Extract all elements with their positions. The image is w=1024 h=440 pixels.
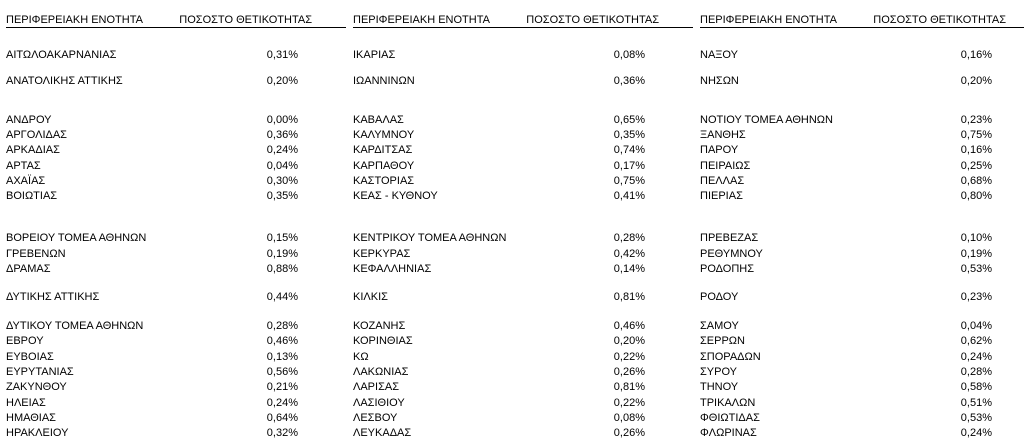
region-name: ΑΝΑΤΟΛΙΚΗΣ ΑΤΤΙΚΗΣ bbox=[6, 75, 123, 87]
positivity-rate: 0,24% bbox=[266, 144, 298, 156]
table-row bbox=[353, 365, 645, 379]
table-row bbox=[700, 231, 992, 245]
table-row bbox=[6, 411, 298, 425]
region-name: ΕΥΡΥΤΑΝΙΑΣ bbox=[6, 366, 74, 378]
positivity-rate: 0,62% bbox=[960, 335, 992, 347]
region-name: ΡΕΘΥΜΝΟΥ bbox=[700, 248, 763, 260]
region-name: ΦΛΩΡΙΝΑΣ bbox=[700, 427, 757, 439]
table-row bbox=[6, 426, 298, 440]
table-row bbox=[700, 189, 992, 203]
region-name: ΙΩΑΝΝΙΝΩΝ bbox=[353, 75, 415, 87]
positivity-rate: 0,68% bbox=[960, 175, 992, 187]
positivity-rate: 0,75% bbox=[613, 175, 645, 187]
positivity-rate: 0,74% bbox=[613, 144, 645, 156]
region-name: ΒΟΡΕΙΟΥ ΤΟΜΕΑ ΑΘΗΝΩΝ bbox=[6, 232, 147, 244]
positivity-rate: 0,53% bbox=[960, 412, 992, 424]
positivity-rate: 0,81% bbox=[613, 291, 645, 303]
positivity-rate: 0,26% bbox=[613, 366, 645, 378]
table-row bbox=[353, 350, 645, 364]
table-row bbox=[700, 174, 992, 188]
table-row bbox=[6, 113, 298, 127]
table-row bbox=[700, 247, 992, 261]
table-row bbox=[353, 319, 645, 333]
region-name: ΞΑΝΘΗΣ bbox=[700, 129, 746, 141]
positivity-rate: 0,36% bbox=[266, 129, 298, 141]
table-row bbox=[353, 411, 645, 425]
region-name: ΣΕΡΡΩΝ bbox=[700, 335, 745, 347]
region-name: ΣΑΜΟΥ bbox=[700, 320, 739, 332]
region-name: ΚΑΒΑΛΑΣ bbox=[353, 114, 404, 126]
positivity-rate: 0,88% bbox=[266, 263, 298, 275]
positivity-rate: 0,58% bbox=[960, 381, 992, 393]
table-row bbox=[353, 128, 645, 142]
table-row bbox=[700, 74, 992, 88]
positivity-rate: 0,81% bbox=[613, 381, 645, 393]
table-row bbox=[6, 189, 298, 203]
table-row bbox=[700, 426, 992, 440]
region-name: ΚΩ bbox=[353, 351, 369, 363]
region-name: ΠΕΛΛΑΣ bbox=[700, 175, 745, 187]
table-row bbox=[700, 262, 992, 276]
positivity-rate: 0,26% bbox=[613, 427, 645, 439]
positivity-rate: 0,56% bbox=[266, 366, 298, 378]
positivity-rate: 0,35% bbox=[613, 129, 645, 141]
positivity-rate: 0,20% bbox=[613, 335, 645, 347]
region-name: ΕΒΡΟΥ bbox=[6, 335, 44, 347]
table-row bbox=[353, 334, 645, 348]
table-row bbox=[353, 290, 645, 304]
positivity-rate: 0,42% bbox=[613, 248, 645, 260]
region-name: ΗΛΕΙΑΣ bbox=[6, 397, 46, 409]
table-column-2 bbox=[353, 0, 693, 439]
table-row bbox=[353, 426, 645, 440]
positivity-rate: 0,35% bbox=[266, 190, 298, 202]
positivity-rate: 0,22% bbox=[613, 351, 645, 363]
region-name: ΠΑΡΟΥ bbox=[700, 144, 739, 156]
positivity-rate: 0,23% bbox=[960, 114, 992, 126]
region-name: ΝΟΤΙΟΥ ΤΟΜΕΑ ΑΘΗΝΩΝ bbox=[700, 114, 833, 126]
table-row bbox=[353, 113, 645, 127]
positivity-rate: 0,14% bbox=[613, 263, 645, 275]
positivity-rate: 0,53% bbox=[960, 263, 992, 275]
region-name: ΤΡΙΚΑΛΩΝ bbox=[700, 397, 756, 409]
positivity-rate: 0,30% bbox=[266, 175, 298, 187]
region-name: ΛΕΥΚΑΔΑΣ bbox=[353, 427, 412, 439]
table-row bbox=[6, 380, 298, 394]
region-name: ΚΕΡΚΥΡΑΣ bbox=[353, 248, 411, 260]
region-name: ΓΡΕΒΕΝΩΝ bbox=[6, 248, 66, 260]
table-row bbox=[353, 159, 645, 173]
region-name: ΠΕΙΡΑΙΩΣ bbox=[700, 160, 751, 172]
region-name: ΛΑΣΙΘΙΟΥ bbox=[353, 397, 405, 409]
region-name: ΒΟΙΩΤΙΑΣ bbox=[6, 190, 58, 202]
positivity-rate: 0,19% bbox=[266, 248, 298, 260]
positivity-rate: 0,16% bbox=[960, 144, 992, 156]
column-header bbox=[700, 13, 1024, 28]
table-row bbox=[700, 319, 992, 333]
positivity-rate: 0,15% bbox=[266, 232, 298, 244]
table-row bbox=[6, 334, 298, 348]
table-row bbox=[700, 143, 992, 157]
table-row bbox=[6, 48, 298, 62]
positivity-rate: 0,44% bbox=[266, 291, 298, 303]
region-name: ΔΡΑΜΑΣ bbox=[6, 263, 51, 275]
positivity-rate: 0,46% bbox=[613, 320, 645, 332]
table-row bbox=[353, 262, 645, 276]
region-name: ΔΥΤΙΚΗΣ ΑΤΤΙΚΗΣ bbox=[6, 291, 100, 303]
table-row bbox=[6, 128, 298, 142]
region-name: ΑΧΑΪΑΣ bbox=[6, 175, 46, 187]
positivity-rate: 0,65% bbox=[613, 114, 645, 126]
region-name: ΠΙΕΡΙΑΣ bbox=[700, 190, 743, 202]
region-name: ΤΗΝΟΥ bbox=[700, 381, 739, 393]
region-name: ΚΑΡΔΙΤΣΑΣ bbox=[353, 144, 413, 156]
positivity-rate: 0,32% bbox=[266, 427, 298, 439]
table-row bbox=[6, 247, 298, 261]
positivity-rate: 0,08% bbox=[613, 412, 645, 424]
positivity-rate: 0,28% bbox=[266, 320, 298, 332]
positivity-rate: 0,04% bbox=[960, 320, 992, 332]
positivity-rate: 0,08% bbox=[613, 49, 645, 61]
region-name: ΡΟΔΟΥ bbox=[700, 291, 739, 303]
rate-header-label: ΠΟΣΟΣΤΟ ΘΕΤΙΚΟΤΗΤΑΣ bbox=[526, 14, 659, 26]
table-row bbox=[353, 231, 645, 245]
positivity-rate: 0,80% bbox=[960, 190, 992, 202]
table-row bbox=[353, 143, 645, 157]
positivity-rate: 0,00% bbox=[266, 114, 298, 126]
region-header-label: ΠΕΡΙΦΕΡΕΙΑΚΗ ΕΝΟΤΗΤΑ bbox=[700, 14, 837, 26]
positivity-rate: 0,46% bbox=[266, 335, 298, 347]
region-name: ΝΑΞΟΥ bbox=[700, 49, 738, 61]
region-name: ΑΡΤΑΣ bbox=[6, 160, 41, 172]
positivity-rate: 0,28% bbox=[613, 232, 645, 244]
region-name: ΡΟΔΟΠΗΣ bbox=[700, 263, 755, 275]
region-name: ΚΟΖΑΝΗΣ bbox=[353, 320, 406, 332]
table-row bbox=[6, 290, 298, 304]
table-row bbox=[700, 411, 992, 425]
positivity-rate: 0,28% bbox=[960, 366, 992, 378]
region-name: ΝΗΣΩΝ bbox=[700, 75, 739, 87]
table-row bbox=[6, 74, 298, 88]
positivity-rate: 0,24% bbox=[266, 397, 298, 409]
table-row bbox=[353, 189, 645, 203]
table-row bbox=[6, 396, 298, 410]
region-name: ΣΥΡΟΥ bbox=[700, 366, 738, 378]
region-name: ΑΙΤΩΛΟΑΚΑΡΝΑΝΙΑΣ bbox=[6, 49, 117, 61]
table-row bbox=[6, 143, 298, 157]
rate-header-label: ΠΟΣΟΣΤΟ ΘΕΤΙΚΟΤΗΤΑΣ bbox=[179, 14, 312, 26]
region-name: ΚΙΛΚΙΣ bbox=[353, 291, 388, 303]
table-row bbox=[353, 174, 645, 188]
region-name: ΦΘΙΩΤΙΔΑΣ bbox=[700, 412, 760, 424]
positivity-rate: 0,19% bbox=[960, 248, 992, 260]
region-name: ΑΝΔΡΟΥ bbox=[6, 114, 52, 126]
table-row bbox=[353, 74, 645, 88]
region-name: ΙΚΑΡΙΑΣ bbox=[353, 49, 396, 61]
table-row bbox=[700, 128, 992, 142]
region-name: ΑΡΓΟΛΙΔΑΣ bbox=[6, 129, 67, 141]
region-name: ΖΑΚΥΝΘΟΥ bbox=[6, 381, 67, 393]
region-name: ΕΥΒΟΙΑΣ bbox=[6, 351, 54, 363]
rate-header-label: ΠΟΣΟΣΤΟ ΘΕΤΙΚΟΤΗΤΑΣ bbox=[873, 14, 1006, 26]
table-row bbox=[6, 174, 298, 188]
positivity-rate: 0,75% bbox=[960, 129, 992, 141]
positivity-rate: 0,10% bbox=[960, 232, 992, 244]
table-row bbox=[6, 231, 298, 245]
table-column-3 bbox=[700, 0, 1024, 439]
region-name: ΔΥΤΙΚΟΥ ΤΟΜΕΑ ΑΘΗΝΩΝ bbox=[6, 320, 144, 332]
table-row bbox=[353, 247, 645, 261]
region-name: ΚΕΝΤΡΙΚΟΥ ΤΟΜΕΑ ΑΘΗΝΩΝ bbox=[353, 232, 507, 244]
positivity-rate: 0,24% bbox=[960, 427, 992, 439]
positivity-rate: 0,36% bbox=[613, 75, 645, 87]
region-name: ΚΕΑΣ - ΚΥΘΝΟΥ bbox=[353, 190, 438, 202]
table-row bbox=[700, 350, 992, 364]
table-row bbox=[700, 365, 992, 379]
table-row bbox=[700, 48, 992, 62]
region-header-label: ΠΕΡΙΦΕΡΕΙΑΚΗ ΕΝΟΤΗΤΑ bbox=[6, 14, 143, 26]
positivity-rate: 0,04% bbox=[266, 160, 298, 172]
positivity-rate: 0,25% bbox=[960, 160, 992, 172]
region-name: ΛΑΚΩΝΙΑΣ bbox=[353, 366, 409, 378]
column-header bbox=[6, 13, 346, 28]
positivity-rate: 0,24% bbox=[960, 351, 992, 363]
table-row bbox=[6, 350, 298, 364]
table-row bbox=[700, 159, 992, 173]
positivity-rate: 0,21% bbox=[266, 381, 298, 393]
region-name: ΛΑΡΙΣΑΣ bbox=[353, 381, 400, 393]
table-row bbox=[353, 396, 645, 410]
region-name: ΗΜΑΘΙΑΣ bbox=[6, 412, 56, 424]
positivity-rate: 0,17% bbox=[613, 160, 645, 172]
region-name: ΛΕΣΒΟΥ bbox=[353, 412, 398, 424]
table-row bbox=[700, 334, 992, 348]
table-row bbox=[6, 319, 298, 333]
positivity-rate: 0,31% bbox=[266, 49, 298, 61]
table-row bbox=[6, 365, 298, 379]
column-header bbox=[353, 13, 693, 28]
table-column-1 bbox=[6, 0, 346, 439]
table-row bbox=[353, 380, 645, 394]
region-name: ΚΑΡΠΑΘΟΥ bbox=[353, 160, 415, 172]
positivity-rate: 0,22% bbox=[613, 397, 645, 409]
region-name: ΣΠΟΡΑΔΩΝ bbox=[700, 351, 761, 363]
region-name: ΑΡΚΑΔΙΑΣ bbox=[6, 144, 60, 156]
region-name: ΚΑΛΥΜΝΟΥ bbox=[353, 129, 415, 141]
region-name: ΚΕΦΑΛΛΗΝΙΑΣ bbox=[353, 263, 432, 275]
region-name: ΚΟΡΙΝΘΙΑΣ bbox=[353, 335, 413, 347]
region-name: ΗΡΑΚΛΕΙΟΥ bbox=[6, 427, 69, 439]
table-row bbox=[700, 396, 992, 410]
table-row bbox=[6, 262, 298, 276]
table-row bbox=[700, 380, 992, 394]
positivity-rate: 0,16% bbox=[960, 49, 992, 61]
positivity-rate: 0,20% bbox=[960, 75, 992, 87]
table-row bbox=[700, 113, 992, 127]
positivity-rate: 0,51% bbox=[960, 397, 992, 409]
table-row bbox=[700, 290, 992, 304]
positivity-rate: 0,64% bbox=[266, 412, 298, 424]
table-row bbox=[353, 48, 645, 62]
region-name: ΠΡΕΒΕΖΑΣ bbox=[700, 232, 759, 244]
table-row bbox=[6, 159, 298, 173]
region-name: ΚΑΣΤΟΡΙΑΣ bbox=[353, 175, 415, 187]
positivity-rate: 0,41% bbox=[613, 190, 645, 202]
positivity-rate: 0,20% bbox=[266, 75, 298, 87]
positivity-rate: 0,13% bbox=[266, 351, 298, 363]
positivity-rate: 0,23% bbox=[960, 291, 992, 303]
region-header-label: ΠΕΡΙΦΕΡΕΙΑΚΗ ΕΝΟΤΗΤΑ bbox=[353, 14, 490, 26]
